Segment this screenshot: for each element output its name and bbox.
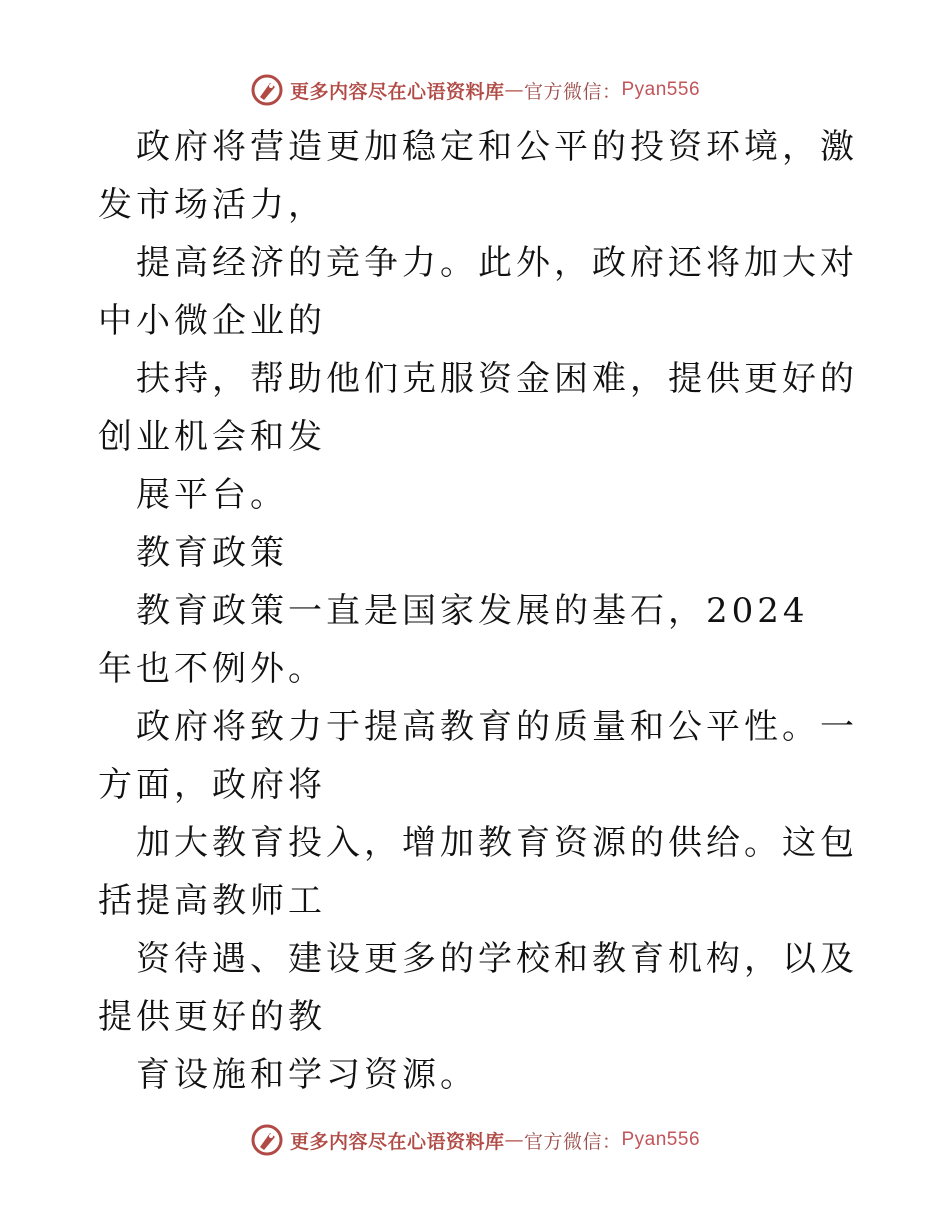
footer-wechat-id: Pyan556: [621, 1129, 701, 1150]
paragraph: 提高经济的竞争力。此外，政府还将加大对中小微企业的: [98, 243, 858, 341]
paragraph: 加大教育投入，增加教育资源的供给。这包括提高教师工: [98, 823, 858, 921]
footer-banner: [0, 1120, 950, 1160]
header-wechat-id: Pyan556: [621, 79, 701, 100]
paragraph: 资待遇、建设更多的学校和教育机构，以及提供更好的教: [98, 939, 858, 1037]
footer-dash: —: [504, 1129, 524, 1151]
paragraph: 政府将致力于提高教育的质量和公平性。一方面，政府将: [98, 707, 858, 805]
paragraph: 育设施和学习资源。: [136, 1055, 478, 1095]
header-site-name: 更多内容尽在心语资料库: [289, 80, 505, 103]
header-banner: [0, 70, 950, 110]
paragraph: 展平台。: [136, 475, 288, 515]
paragraph: 扶持，帮助他们克服资金困难，提供更好的创业机会和发: [98, 359, 858, 457]
document-body: [98, 118, 858, 1104]
pen-nib-logo-icon: [250, 1123, 284, 1157]
footer-site-name: 更多内容尽在心语资料库: [289, 1130, 505, 1153]
pen-nib-logo-icon: [250, 73, 284, 107]
section-heading: 教育政策: [136, 533, 288, 573]
footer-wechat-label: 官方微信：: [523, 1130, 622, 1153]
header-wechat-label: 官方微信：: [523, 80, 622, 103]
paragraph: 教育政策一直是国家发展的基石，2024 年也不例外。: [98, 591, 809, 689]
header-dash: —: [504, 79, 524, 101]
paragraph: 政府将营造更加稳定和公平的投资环境，激发市场活力，: [98, 127, 858, 225]
